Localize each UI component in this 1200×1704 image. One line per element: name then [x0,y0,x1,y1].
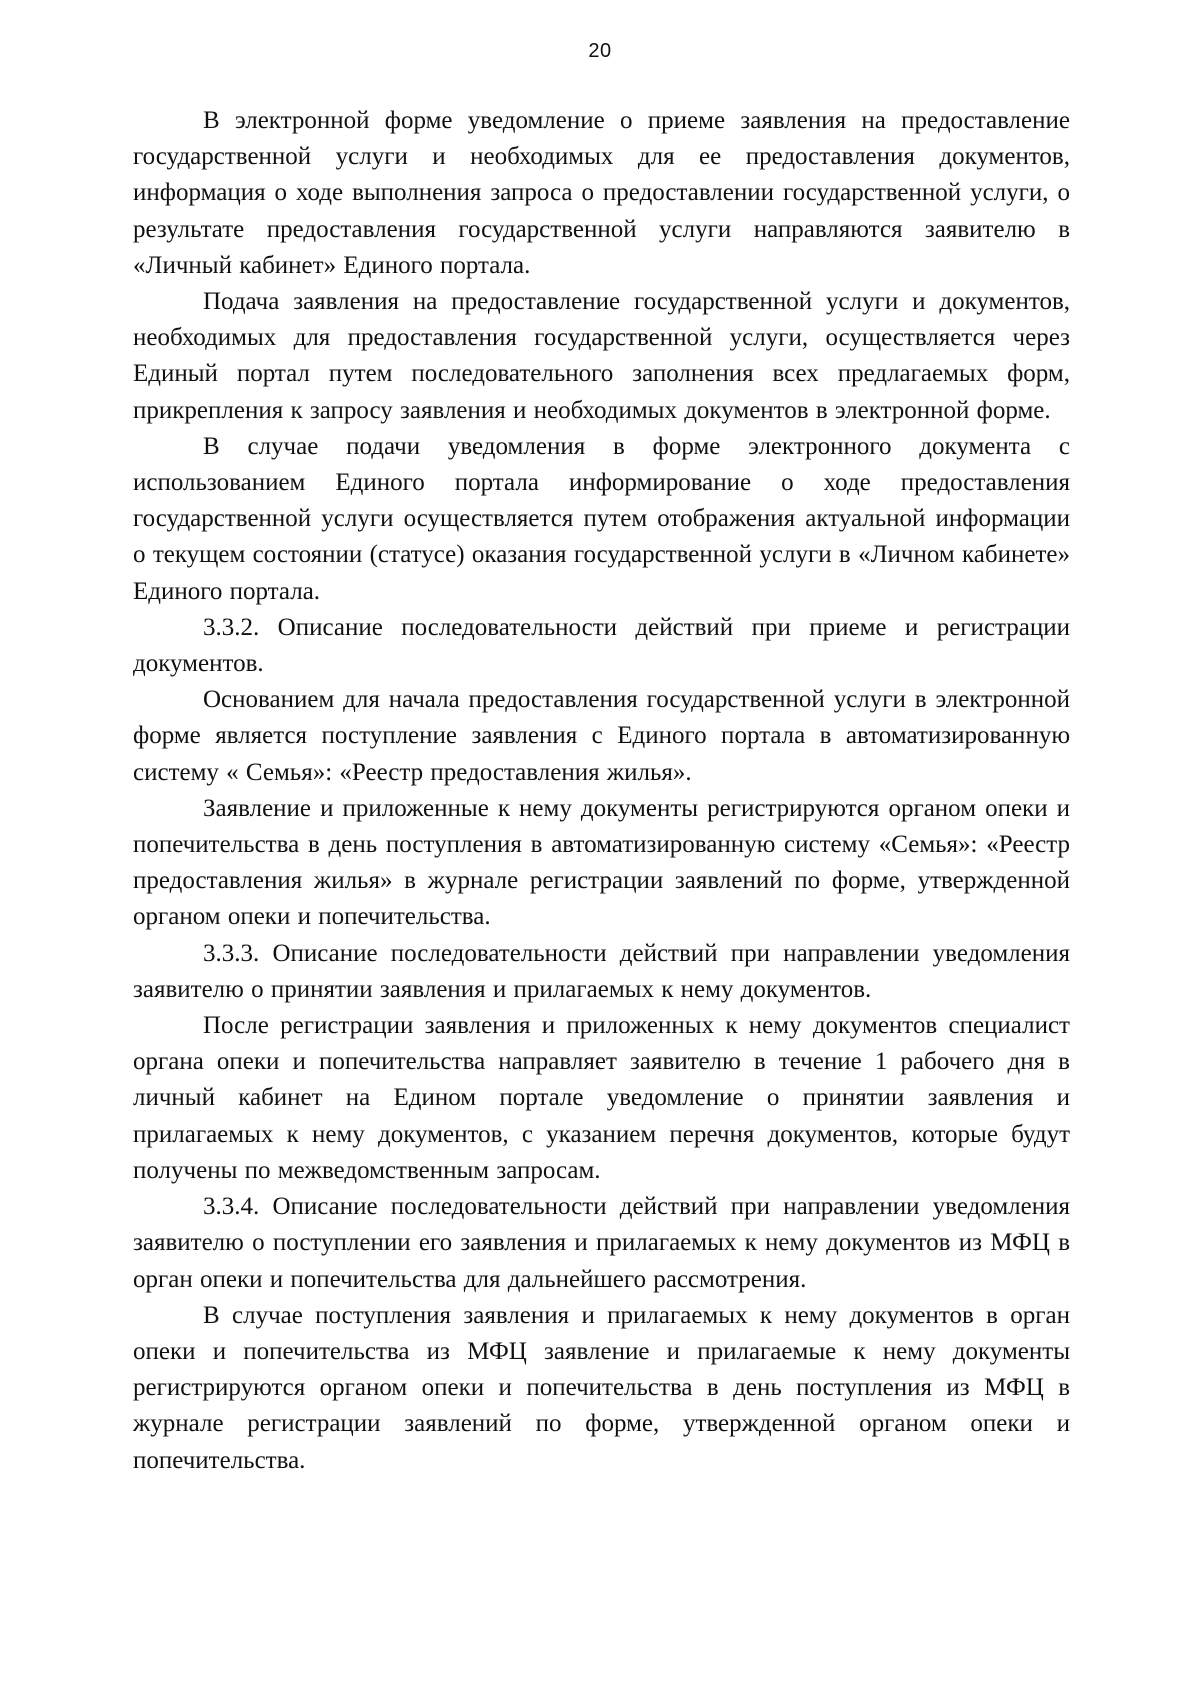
section-heading-3-3-2: 3.3.2. Описание последовательности действий при приеме и регистрации документов. [133,613,1070,678]
paragraph-acceptance-notice: После регистрации заявления и приложенных к нему документов специалист органа опеки и попечительства направляет заявителю в течение 1 рабочего дня в личный кабинет на Едином портале уведомление о принятии заявления и прилагаемых к нему документов, с указанием перечня документов, которые будут получены по межведомственным запросам. [133,1012,1070,1184]
section-heading-3-3-3: 3.3.3. Описание последовательности действий при направлении уведомления заявителю о принятии заявления и прилагаемых к нему документов. [133,939,1070,1003]
paragraph-electronic-notification: В электронной форме уведомление о приеме заявления на предоставление государственной услуги и необходимых для ее предоставления документов, информация о ходе выполнения запроса о предоставлении государственной услуги, о результате предоставления государственной услуги направляются заявителю в «Личный кабинет» Единого портала. [133,107,1070,279]
paragraph-application-submission: Подача заявления на предоставление государственной услуги и документов, необходимых для предоставления государственной услуги, осуществляется через Единый портал путем последовательного заполнения всех предлагаемых форм, прикрепления к запросу заявления и необходимых документов в электронной форме. [133,288,1070,424]
section-heading-3-3-4: 3.3.4. Описание последовательности действий при направлении уведомления заявителю о поступлении его заявления и прилагаемых к нему документов из МФЦ в орган опеки и попечительства для дальнейшего рассмотрения. [133,1193,1070,1293]
document-body [133,103,1070,1479]
paragraph-status-information: В случае подачи уведомления в форме электронного документа с использованием Единого портала информирование о ходе предоставления государственной услуги осуществляется путем отображения актуальной информации о текущем состоянии (статусе) оказания государственной услуги в «Личном кабинете» Единого портала. [133,432,1070,605]
paragraph-grounds-for-start: Основанием для начала предоставления государственной услуги в электронной форме является поступление заявления с Единого портала в автоматизированную систему « Семья»: «Реестр предоставления жилья». [133,686,1070,786]
paragraph-mfc-receipt: В случае поступления заявления и прилагаемых к нему документов в орган опеки и попечительства из МФЦ заявление и прилагаемые к нему документы регистрируются органом опеки и попечительства в день поступления из МФЦ в журнале регистрации заявлений по форме, утвержденной органом опеки и попечительства. [133,1301,1070,1474]
paragraph-registration: Заявление и приложенные к нему документы регистрируются органом опеки и попечительства в день поступления в автоматизированную систему «Семья»: «Реестр предоставления жилья» в журнале регистрации заявлений по форме, утвержденной органом опеки и попечительства. [133,794,1070,931]
page-number: 20 [588,40,612,62]
